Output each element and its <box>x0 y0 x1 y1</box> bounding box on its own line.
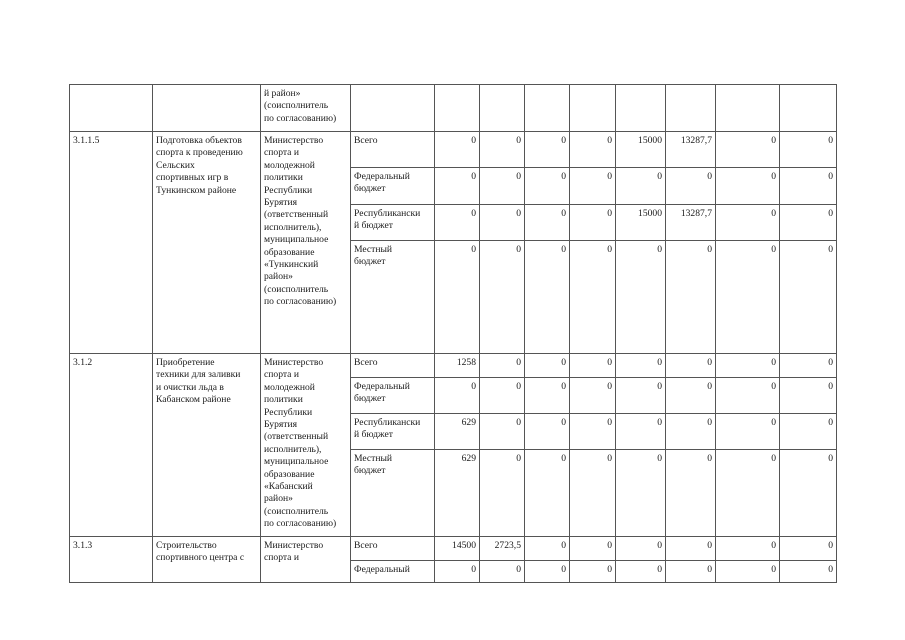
value-cell: 13287,7 <box>666 132 716 168</box>
value-cell: 0 <box>716 132 780 168</box>
value-cell: 1258 <box>435 354 480 378</box>
value-cell: 0 <box>570 168 616 205</box>
value-cell: 0 <box>435 205 480 241</box>
value-cell: 0 <box>570 561 616 583</box>
value-cell: 0 <box>616 354 666 378</box>
value-cell: 0 <box>480 205 525 241</box>
value-cell: 0 <box>525 537 570 561</box>
value-cell: 0 <box>525 132 570 168</box>
value-cell: 0 <box>480 561 525 583</box>
funding-source-cell: Местный бюджет <box>351 450 435 537</box>
executor-cell: Министерство спорта и молодежной политики Республики Бурятия (ответственный исполнитель), муниципальное образование «Тункинский район» (соисполнитель по согласованию) <box>261 132 351 354</box>
value-cell: 0 <box>435 561 480 583</box>
funding-source-cell: Республикански й бюджет <box>351 414 435 450</box>
funding-source-cell: Всего <box>351 354 435 378</box>
funding-source-cell: Федеральный бюджет <box>351 378 435 414</box>
value-cell: 0 <box>525 450 570 537</box>
value-cell: 0 <box>570 241 616 354</box>
value-cell: 0 <box>716 414 780 450</box>
value-cell: 0 <box>616 378 666 414</box>
empty-cell <box>480 85 525 132</box>
empty-cell <box>570 85 616 132</box>
table-row <box>70 132 837 168</box>
value-cell: 0 <box>570 354 616 378</box>
value-cell: 0 <box>616 168 666 205</box>
funding-source-cell: Республикански й бюджет <box>351 205 435 241</box>
value-cell: 0 <box>570 132 616 168</box>
value-cell: 0 <box>716 450 780 537</box>
value-cell: 0 <box>780 561 837 583</box>
event-name-cell: Строительство спортивного центра с <box>153 537 261 583</box>
funding-source-cell: Всего <box>351 537 435 561</box>
funding-source-cell: Местный бюджет <box>351 241 435 354</box>
value-cell: 0 <box>780 168 837 205</box>
value-cell: 0 <box>616 450 666 537</box>
value-cell: 0 <box>525 414 570 450</box>
value-cell: 0 <box>780 205 837 241</box>
value-cell: 0 <box>666 414 716 450</box>
value-cell: 0 <box>716 561 780 583</box>
value-cell: 0 <box>435 378 480 414</box>
table-row <box>70 85 837 132</box>
value-cell: 0 <box>716 241 780 354</box>
value-cell: 0 <box>570 205 616 241</box>
value-cell: 0 <box>525 241 570 354</box>
empty-cell <box>525 85 570 132</box>
value-cell: 0 <box>525 205 570 241</box>
value-cell: 0 <box>666 561 716 583</box>
value-cell: 0 <box>480 378 525 414</box>
value-cell: 0 <box>666 168 716 205</box>
event-name-cell <box>153 85 261 132</box>
value-cell: 0 <box>780 537 837 561</box>
empty-cell <box>435 85 480 132</box>
value-cell: 0 <box>525 561 570 583</box>
value-cell: 0 <box>616 537 666 561</box>
value-cell: 0 <box>716 537 780 561</box>
value-cell: 0 <box>525 378 570 414</box>
empty-cell <box>351 85 435 132</box>
value-cell: 2723,5 <box>480 537 525 561</box>
executor-cell: й район» (соисполнитель по согласованию) <box>261 85 351 132</box>
value-cell: 0 <box>435 241 480 354</box>
value-cell: 0 <box>780 414 837 450</box>
value-cell: 0 <box>480 450 525 537</box>
value-cell: 0 <box>666 241 716 354</box>
value-cell: 0 <box>780 378 837 414</box>
row-number-cell: 3.1.3 <box>70 537 153 583</box>
value-cell: 0 <box>570 537 616 561</box>
value-cell: 0 <box>716 205 780 241</box>
executor-cell: Министерство спорта и <box>261 537 351 583</box>
event-name-cell: Приобретение техники для заливки и очистки льда в Кабанском районе <box>153 354 261 537</box>
value-cell: 0 <box>780 450 837 537</box>
value-cell: 0 <box>780 241 837 354</box>
funding-source-cell: Федеральный бюджет <box>351 168 435 205</box>
value-cell: 0 <box>570 378 616 414</box>
value-cell: 0 <box>780 354 837 378</box>
value-cell: 0 <box>480 241 525 354</box>
value-cell: 0 <box>666 450 716 537</box>
value-cell: 0 <box>616 561 666 583</box>
value-cell: 0 <box>435 168 480 205</box>
value-cell: 15000 <box>616 132 666 168</box>
row-number-cell <box>70 85 153 132</box>
value-cell: 0 <box>525 354 570 378</box>
value-cell: 0 <box>780 132 837 168</box>
table-row <box>70 537 837 561</box>
value-cell: 0 <box>666 537 716 561</box>
value-cell: 0 <box>666 354 716 378</box>
value-cell: 0 <box>525 168 570 205</box>
value-cell: 0 <box>435 132 480 168</box>
value-cell: 0 <box>570 414 616 450</box>
budget-table <box>69 84 837 583</box>
value-cell: 0 <box>716 378 780 414</box>
empty-cell <box>666 85 716 132</box>
value-cell: 0 <box>480 132 525 168</box>
value-cell: 0 <box>570 450 616 537</box>
value-cell: 15000 <box>616 205 666 241</box>
value-cell: 629 <box>435 450 480 537</box>
value-cell: 0 <box>480 168 525 205</box>
value-cell: 0 <box>480 354 525 378</box>
empty-cell <box>780 85 837 132</box>
funding-source-cell: Федеральный <box>351 561 435 583</box>
value-cell: 13287,7 <box>666 205 716 241</box>
value-cell: 14500 <box>435 537 480 561</box>
funding-source-cell: Всего <box>351 132 435 168</box>
value-cell: 629 <box>435 414 480 450</box>
row-number-cell: 3.1.2 <box>70 354 153 537</box>
row-number-cell: 3.1.1.5 <box>70 132 153 354</box>
value-cell: 0 <box>716 168 780 205</box>
executor-cell: Министерство спорта и молодежной политики Республики Бурятия (ответственный исполнитель), муниципальное образование «Кабанский район» (соисполнитель по согласованию) <box>261 354 351 537</box>
value-cell: 0 <box>480 414 525 450</box>
value-cell: 0 <box>666 378 716 414</box>
event-name-cell: Подготовка объектов спорта к проведению Сельских спортивных игр в Тункинском районе <box>153 132 261 354</box>
empty-cell <box>716 85 780 132</box>
value-cell: 0 <box>716 354 780 378</box>
value-cell: 0 <box>616 414 666 450</box>
empty-cell <box>616 85 666 132</box>
table-row <box>70 354 837 378</box>
value-cell: 0 <box>616 241 666 354</box>
